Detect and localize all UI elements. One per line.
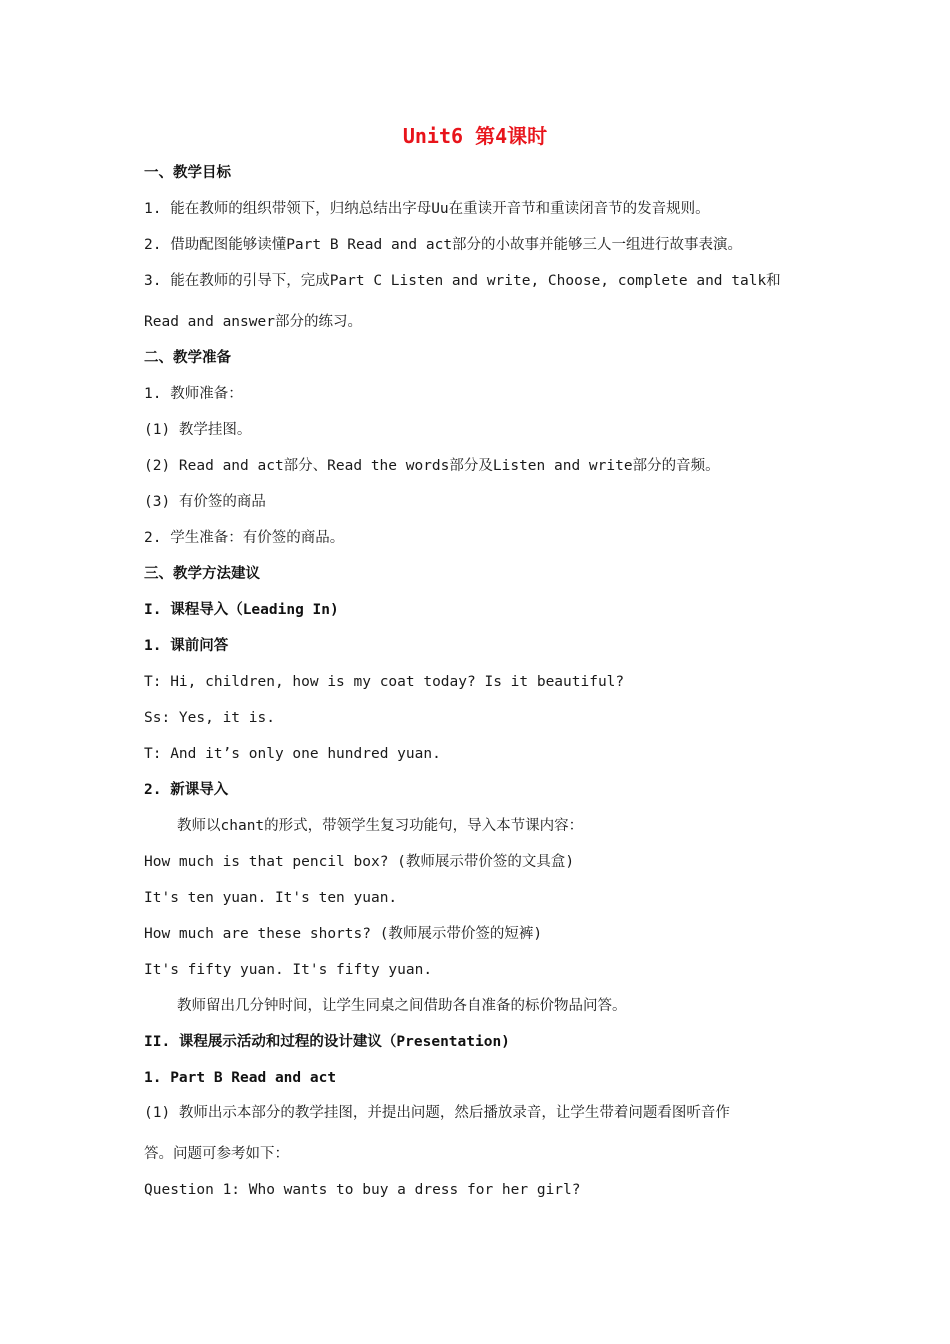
student-preparation: 2. 学生准备：有价签的商品。 xyxy=(144,530,345,546)
step-1: (1) 教师出示本部分的教学挂图，并提出问题，然后播放录音，让学生带着问题看图听音作 xyxy=(144,1105,730,1121)
subheading-part-b: 1. Part B Read and act xyxy=(144,1070,337,1086)
preparation-item-1: (1) 教学挂图。 xyxy=(144,422,252,438)
objective-1: 1. 能在教师的组织带领下，归纳总结出字母Uu在重读开音节和重读闭音节的发音规则。 xyxy=(144,201,710,217)
section-heading-methods: 三、教学方法建议 xyxy=(144,566,260,582)
step-1-continued: 答。问题可参考如下： xyxy=(144,1146,289,1162)
section-heading-objectives: 一、教学目标 xyxy=(144,165,231,181)
preparation-item-3: (3) 有价签的商品 xyxy=(144,494,266,510)
subheading-presentation: II. 课程展示活动和过程的设计建议（Presentation) xyxy=(144,1034,510,1050)
subheading-pre-class-qa: 1. 课前问答 xyxy=(144,638,229,654)
teacher-preparation: 1. 教师准备： xyxy=(144,386,243,402)
chant-line: How much is that pencil box? (教师展示带价签的文具盒) xyxy=(144,854,575,870)
document-title: Unit6 第4课时 xyxy=(402,124,548,148)
chant-line: How much are these shorts? (教师展示带价签的短裤) xyxy=(144,926,543,942)
dialogue-line: Ss: Yes, it is. xyxy=(144,710,275,726)
objective-2: 2. 借助配图能够读懂Part B Read and act部分的小故事并能够三人一组进行故事表演。 xyxy=(144,237,743,253)
subheading-new-lesson: 2. 新课导入 xyxy=(144,782,229,798)
chant-line: It's ten yuan. It's ten yuan. xyxy=(144,890,398,906)
subheading-leading-in: I. 课程导入（Leading In) xyxy=(144,602,339,618)
objective-3-continued: Read and answer部分的练习。 xyxy=(144,314,362,330)
objective-3: 3. 能在教师的引导下，完成Part C Listen and write, Choose, complete and talk和 xyxy=(144,273,781,289)
preparation-item-2: (2) Read and act部分、Read the words部分及Listen and write部分的音频。 xyxy=(144,458,720,474)
question-1: Question 1: Who wants to buy a dress for her girl? xyxy=(144,1182,581,1198)
dialogue-line: T: Hi, children, how is my coat today? Is it beautiful? xyxy=(144,674,625,690)
dialogue-line: T: And it’s only one hundred yuan. xyxy=(144,746,441,762)
paragraph-chant: 教师以chant的形式，带领学生复习功能句，导入本节课内容： xyxy=(177,818,584,834)
chant-line: It's fifty yuan. It's fifty yuan. xyxy=(144,962,433,978)
paragraph-pair-practice: 教师留出几分钟时间，让学生同桌之间借助各自准备的标价物品问答。 xyxy=(177,998,627,1014)
section-heading-preparation: 二、教学准备 xyxy=(144,350,231,366)
